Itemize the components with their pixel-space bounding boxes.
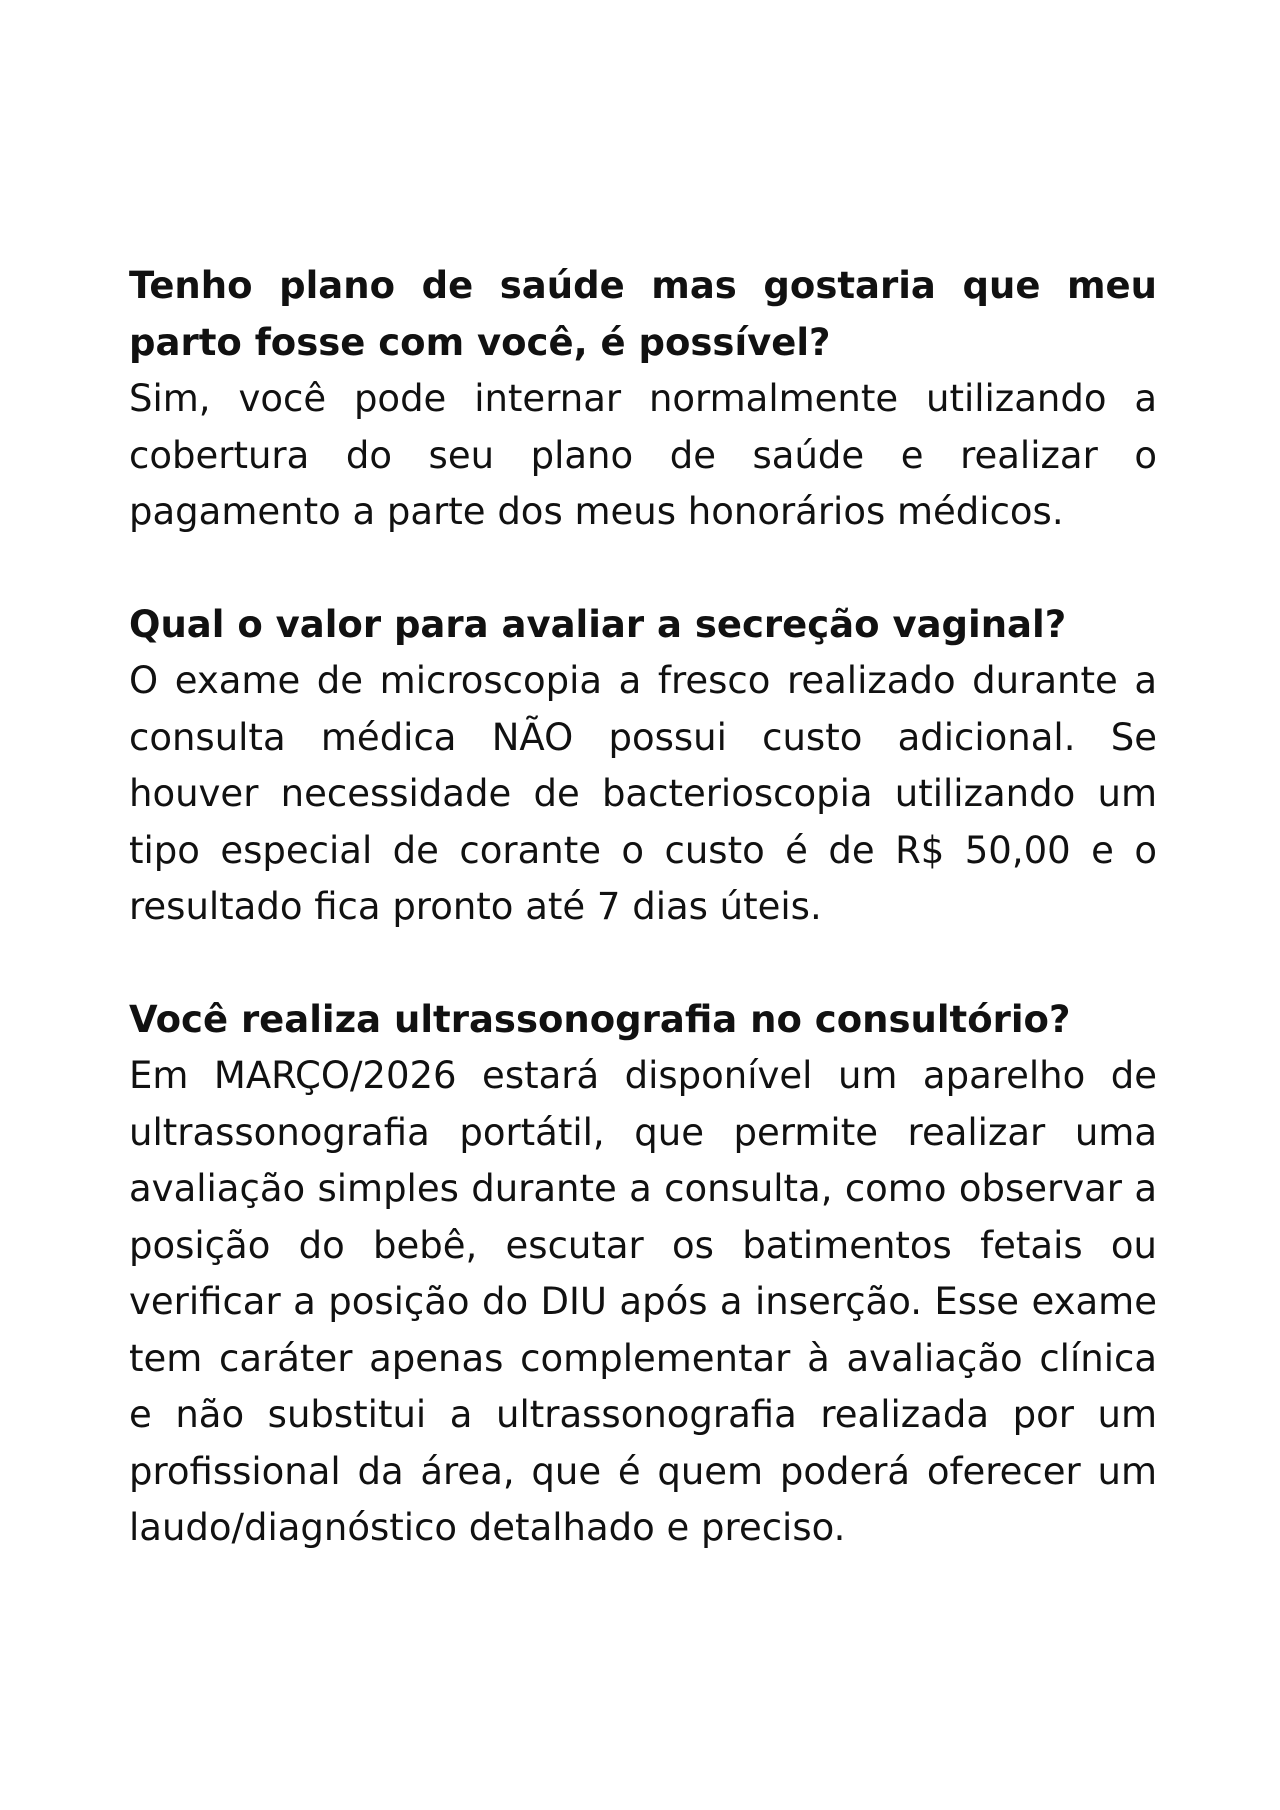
faq-question: Tenho plano de saúde mas gostaria que meu parto fosse com você, é possível?: [129, 264, 1157, 364]
faq-item-health-plan: [129, 258, 1157, 541]
faq-item-ultrasound: [129, 992, 1157, 1557]
faq-page: [129, 258, 1157, 1557]
faq-answer: Sim, você pode internar normalmente utilizando a cobertura do seu plano de saúde e realizar o pagamento a parte dos meus honorários médicos.: [129, 377, 1157, 533]
faq-answer: Em MARÇO/2026 estará disponível um aparelho de ultrassonografia portátil, que permite realizar uma avaliação simples durante a consulta, como observar a posição do bebê, escutar os batimentos fetais ou verificar a posição do DIU após a inserção. Esse exame tem caráter apenas complementar à avaliação clínica e não substitui a ultrassonografia realizada por um profissional da área, que é quem poderá oferecer um laudo/diagnóstico detalhado e preciso.: [129, 1054, 1157, 1549]
faq-question: Qual o valor para avaliar a secreção vaginal?: [129, 602, 1067, 646]
faq-question: Você realiza ultrassonografia no consultório?: [129, 997, 1071, 1041]
faq-answer: O exame de microscopia a fresco realizado durante a consulta médica NÃO possui custo adicional. Se houver necessidade de bacterioscopia utilizando um tipo especial de corante o custo é de R$ 50,00 e o resultado fica pronto até 7 dias úteis.: [129, 659, 1157, 928]
faq-item-vaginal-secretion: [129, 597, 1157, 936]
